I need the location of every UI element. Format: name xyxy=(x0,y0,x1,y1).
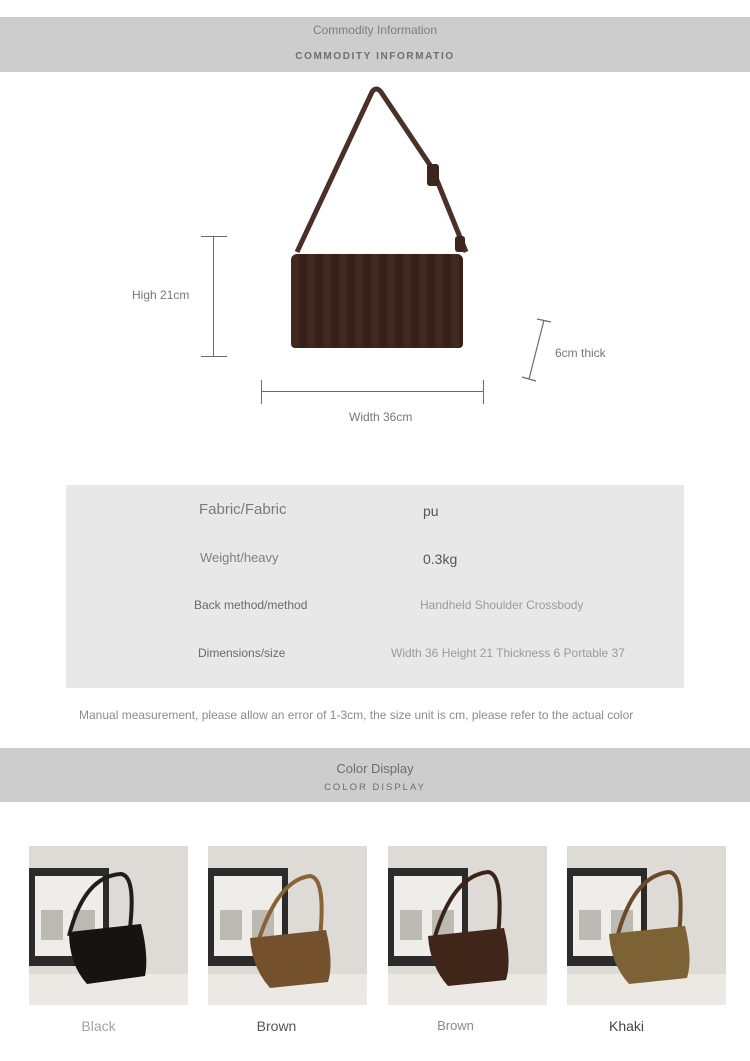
color-display-subtitle: COLOR DISPLAY xyxy=(324,782,426,793)
measurement-note: Manual measurement, please allow an error of 1-3cm, the size unit is cm, please refer to the actual color xyxy=(79,708,634,722)
spec-label-method: Back method/method xyxy=(194,598,308,612)
width-cap-left xyxy=(261,380,262,404)
spec-value-method: Handheld Shoulder Crossbody xyxy=(420,598,584,612)
color-thumb-brown-2[interactable] xyxy=(388,846,547,1005)
height-dimension-line xyxy=(213,236,214,357)
height-cap-bottom xyxy=(201,356,227,357)
thickness-label: 6cm thick xyxy=(555,346,606,360)
color-caption-khaki: Khaki xyxy=(608,1018,645,1034)
color-thumb-black[interactable] xyxy=(29,846,188,1005)
height-cap-top xyxy=(201,236,227,237)
height-label: High 21cm xyxy=(132,288,190,302)
bag-photo-brown-2 xyxy=(388,846,547,1005)
bag-photo-black xyxy=(29,846,188,1005)
spec-value-weight: 0.3kg xyxy=(423,551,458,567)
color-caption-black: Black xyxy=(81,1018,116,1034)
spec-value-fabric: pu xyxy=(423,503,439,519)
spec-table xyxy=(66,485,684,688)
width-cap-right xyxy=(483,380,484,404)
thickness-dimension-line xyxy=(515,314,555,386)
header-title: Commodity Information xyxy=(312,23,438,37)
spec-label-size: Dimensions/size xyxy=(198,646,286,660)
color-display-title: Color Display xyxy=(336,761,414,776)
color-caption-brown-2: Brown xyxy=(437,1018,474,1033)
bag-photo-khaki xyxy=(567,846,726,1005)
width-dimension-line xyxy=(261,391,484,392)
color-caption-brown-1: Brown xyxy=(256,1018,297,1034)
spec-value-size: Width 36 Height 21 Thickness 6 Portable 37 xyxy=(391,646,625,660)
width-label: Width 36cm xyxy=(349,410,413,424)
product-bag-image xyxy=(291,254,463,348)
color-thumb-khaki[interactable] xyxy=(567,846,726,1005)
header-subtitle: COMMODITY INFORMATIO xyxy=(295,51,455,62)
spec-label-weight: Weight/heavy xyxy=(200,550,279,565)
color-display-header xyxy=(0,748,750,802)
bag-photo-brown-1 xyxy=(208,846,367,1005)
spec-label-fabric: Fabric/Fabric xyxy=(199,501,287,518)
color-thumb-brown-1[interactable] xyxy=(208,846,367,1005)
